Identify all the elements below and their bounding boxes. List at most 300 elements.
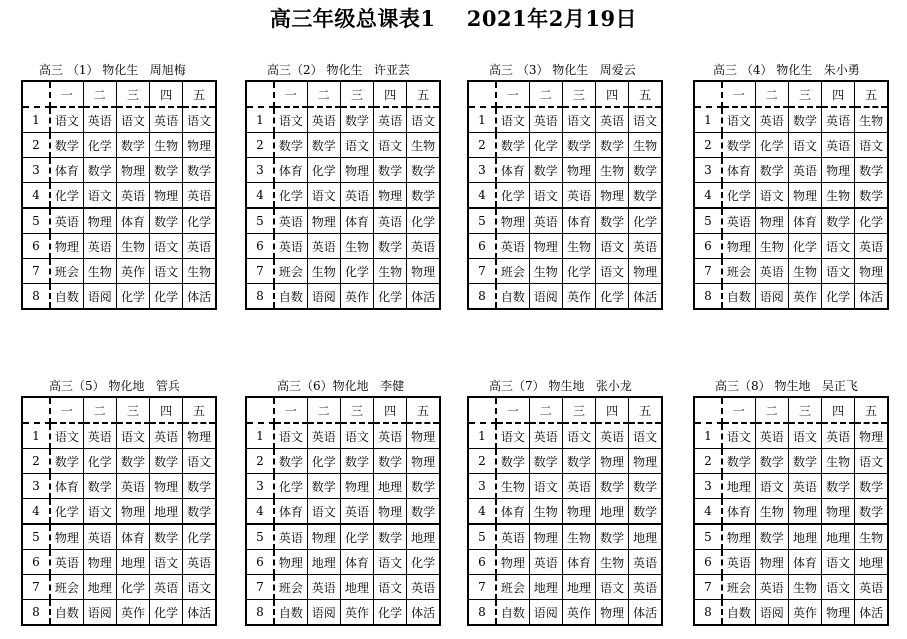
- subject-cell: 数学: [562, 449, 595, 474]
- subject-cell: 生物: [183, 259, 216, 284]
- subject-cell: 班会: [722, 575, 755, 600]
- subject-cell: 语文: [183, 575, 216, 600]
- subject-cell: 生物: [755, 499, 788, 525]
- subject-cell: 英作: [340, 600, 373, 626]
- subject-cell: 英语: [307, 575, 340, 600]
- period-number: 3: [22, 474, 50, 499]
- subject-cell: 英语: [150, 575, 183, 600]
- period-row: [22, 449, 216, 474]
- class-timetable: [245, 60, 441, 310]
- header-row: [694, 397, 888, 423]
- subject-cell: 数学: [855, 183, 888, 209]
- subject-cell: 地理: [374, 474, 407, 499]
- subject-cell: 数学: [307, 133, 340, 158]
- subject-cell: 数学: [855, 158, 888, 183]
- period-row: [246, 183, 440, 209]
- subject-cell: 语阅: [307, 600, 340, 626]
- subject-cell: 语文: [755, 474, 788, 499]
- period-number: 6: [694, 550, 722, 575]
- subject-cell: 物理: [562, 158, 595, 183]
- subject-cell: 语文: [374, 575, 407, 600]
- period-number: 2: [22, 133, 50, 158]
- period-row: [468, 474, 662, 499]
- subject-cell: 化学: [788, 234, 821, 259]
- subject-cell: 物理: [496, 550, 529, 575]
- day-header: 二: [529, 397, 562, 423]
- day-header: 一: [496, 81, 529, 107]
- period-row: [694, 499, 888, 525]
- day-header: 三: [116, 397, 149, 423]
- period-row: [246, 158, 440, 183]
- day-header: 五: [855, 81, 888, 107]
- subject-cell: 班会: [50, 575, 83, 600]
- day-header: 五: [629, 81, 662, 107]
- corner-cell: [468, 397, 496, 423]
- subject-cell: 数学: [596, 524, 629, 550]
- subject-cell: 地理: [855, 550, 888, 575]
- subject-cell: 数学: [529, 449, 562, 474]
- subject-cell: 地理: [116, 550, 149, 575]
- subject-cell: 自数: [722, 284, 755, 310]
- day-header: 五: [407, 81, 440, 107]
- subject-cell: 英语: [407, 234, 440, 259]
- subject-cell: 数学: [596, 133, 629, 158]
- subject-cell: 语文: [116, 107, 149, 133]
- period-number: 4: [246, 183, 274, 209]
- period-number: 7: [468, 575, 496, 600]
- subject-cell: 化学: [183, 524, 216, 550]
- period-row: [246, 474, 440, 499]
- subject-cell: 物理: [307, 524, 340, 550]
- subject-cell: 数学: [374, 524, 407, 550]
- subject-cell: 数学: [755, 449, 788, 474]
- subject-cell: 体活: [183, 284, 216, 310]
- subject-cell: 化学: [496, 183, 529, 209]
- subject-cell: 物理: [116, 158, 149, 183]
- period-number: 5: [22, 524, 50, 550]
- subject-cell: 语文: [788, 423, 821, 449]
- subject-cell: 化学: [150, 600, 183, 626]
- subject-cell: 体活: [855, 284, 888, 310]
- subject-cell: 英语: [374, 208, 407, 234]
- period-row: [468, 575, 662, 600]
- subject-cell: 语文: [596, 575, 629, 600]
- subject-cell: 化学: [407, 550, 440, 575]
- subject-cell: 体育: [562, 208, 595, 234]
- period-row: [246, 575, 440, 600]
- subject-cell: 生物: [596, 550, 629, 575]
- subject-cell: 化学: [50, 499, 83, 525]
- period-number: 2: [468, 133, 496, 158]
- subject-cell: 班会: [274, 575, 307, 600]
- period-row: [22, 158, 216, 183]
- period-row: [694, 449, 888, 474]
- day-header: 四: [596, 397, 629, 423]
- day-header: 五: [183, 81, 216, 107]
- corner-cell: [246, 397, 274, 423]
- subject-cell: 英语: [50, 550, 83, 575]
- subject-cell: 英作: [788, 284, 821, 310]
- subject-cell: 物理: [629, 259, 662, 284]
- period-row: [694, 183, 888, 209]
- subject-cell: 化学: [340, 524, 373, 550]
- period-number: 8: [246, 600, 274, 626]
- subject-cell: 英作: [562, 600, 595, 626]
- period-number: 4: [694, 183, 722, 209]
- period-row: [694, 524, 888, 550]
- schedule-table: [21, 396, 217, 626]
- period-row: [246, 423, 440, 449]
- period-number: 4: [22, 499, 50, 525]
- subject-cell: 语文: [722, 107, 755, 133]
- period-row: [468, 234, 662, 259]
- subject-cell: 英语: [340, 499, 373, 525]
- subject-cell: 语文: [529, 474, 562, 499]
- period-number: 8: [22, 600, 50, 626]
- period-row: [246, 208, 440, 234]
- subject-cell: 物理: [529, 524, 562, 550]
- subject-cell: 体活: [629, 600, 662, 626]
- day-header: 二: [755, 397, 788, 423]
- subject-cell: 物理: [407, 423, 440, 449]
- period-number: 1: [694, 107, 722, 133]
- subject-cell: 自数: [722, 600, 755, 626]
- subject-cell: 物理: [340, 158, 373, 183]
- day-header: 三: [788, 81, 821, 107]
- subject-cell: 物理: [183, 133, 216, 158]
- subject-cell: 数学: [374, 234, 407, 259]
- subject-cell: 英作: [562, 284, 595, 310]
- header-row: [246, 397, 440, 423]
- subject-cell: 语文: [150, 234, 183, 259]
- subject-cell: 数学: [50, 449, 83, 474]
- subject-cell: 英语: [629, 234, 662, 259]
- period-number: 8: [694, 600, 722, 626]
- subject-cell: 数学: [183, 158, 216, 183]
- subject-cell: 体育: [788, 208, 821, 234]
- day-header: 四: [374, 81, 407, 107]
- subject-cell: 英语: [755, 575, 788, 600]
- subject-cell: 物理: [596, 183, 629, 209]
- corner-cell: [246, 81, 274, 107]
- subject-cell: 英语: [83, 234, 116, 259]
- period-number: 8: [468, 600, 496, 626]
- subject-cell: 英语: [150, 423, 183, 449]
- subject-cell: 数学: [150, 158, 183, 183]
- subject-cell: 英语: [855, 575, 888, 600]
- subject-cell: 生物: [562, 524, 595, 550]
- period-number: 5: [22, 208, 50, 234]
- subject-cell: 英语: [755, 259, 788, 284]
- day-header: 五: [855, 397, 888, 423]
- subject-cell: 自数: [496, 284, 529, 310]
- subject-cell: 生物: [855, 107, 888, 133]
- period-number: 2: [22, 449, 50, 474]
- subject-cell: 物理: [596, 449, 629, 474]
- class-timetable: [693, 376, 889, 626]
- subject-cell: 数学: [722, 133, 755, 158]
- subject-cell: 语文: [274, 107, 307, 133]
- day-header: 一: [50, 81, 83, 107]
- subject-cell: 数学: [83, 158, 116, 183]
- period-row: [468, 524, 662, 550]
- subject-cell: 英语: [307, 234, 340, 259]
- header-row: [22, 81, 216, 107]
- period-row: [468, 107, 662, 133]
- period-number: 5: [246, 524, 274, 550]
- period-row: [246, 550, 440, 575]
- subject-cell: 化学: [183, 208, 216, 234]
- subject-cell: 数学: [374, 158, 407, 183]
- subject-cell: 语文: [407, 107, 440, 133]
- subject-cell: 物理: [496, 208, 529, 234]
- subject-cell: 体育: [116, 208, 149, 234]
- subject-cell: 地理: [596, 499, 629, 525]
- page-title: 高三年级总课表1 2021年2月19日: [269, 6, 638, 31]
- subject-cell: 英语: [629, 550, 662, 575]
- subject-cell: 物理: [407, 259, 440, 284]
- subject-cell: 语文: [50, 107, 83, 133]
- subject-cell: 数学: [822, 208, 855, 234]
- period-number: 5: [694, 524, 722, 550]
- period-row: [22, 208, 216, 234]
- subject-cell: 物理: [407, 449, 440, 474]
- period-row: [22, 499, 216, 525]
- subject-cell: 英语: [374, 107, 407, 133]
- period-number: 2: [246, 449, 274, 474]
- subject-cell: 体育: [722, 499, 755, 525]
- period-number: 3: [468, 474, 496, 499]
- subject-cell: 语阅: [307, 284, 340, 310]
- subject-cell: 体育: [340, 550, 373, 575]
- corner-cell: [468, 81, 496, 107]
- subject-cell: 英语: [788, 474, 821, 499]
- subject-cell: 语文: [722, 423, 755, 449]
- subject-cell: 自数: [50, 600, 83, 626]
- subject-cell: 英语: [788, 158, 821, 183]
- subject-cell: 体育: [274, 499, 307, 525]
- subject-cell: 英语: [629, 575, 662, 600]
- subject-cell: 地理: [562, 575, 595, 600]
- subject-cell: 语文: [374, 550, 407, 575]
- day-header: 三: [340, 397, 373, 423]
- subject-cell: 英语: [116, 183, 149, 209]
- subject-cell: 物理: [50, 524, 83, 550]
- day-header: 四: [822, 81, 855, 107]
- subject-cell: 地理: [529, 575, 562, 600]
- subject-cell: 体育: [116, 524, 149, 550]
- subject-cell: 英作: [340, 284, 373, 310]
- subject-cell: 体育: [50, 474, 83, 499]
- period-row: [694, 284, 888, 310]
- subject-cell: 物理: [722, 234, 755, 259]
- subject-cell: 英语: [496, 234, 529, 259]
- subject-cell: 自数: [274, 284, 307, 310]
- period-row: [246, 259, 440, 284]
- subject-cell: 地理: [788, 524, 821, 550]
- subject-cell: 英语: [183, 234, 216, 259]
- subject-cell: 自数: [50, 284, 83, 310]
- period-number: 2: [694, 449, 722, 474]
- period-number: 7: [22, 575, 50, 600]
- period-row: [246, 499, 440, 525]
- day-header: 三: [116, 81, 149, 107]
- day-header: 一: [274, 81, 307, 107]
- subject-cell: 数学: [116, 449, 149, 474]
- day-header: 二: [83, 397, 116, 423]
- corner-cell: [694, 397, 722, 423]
- subject-cell: 数学: [407, 474, 440, 499]
- period-row: [468, 133, 662, 158]
- subject-cell: 数学: [496, 449, 529, 474]
- subject-cell: 语文: [822, 550, 855, 575]
- subject-cell: 英语: [307, 107, 340, 133]
- period-number: 8: [468, 284, 496, 310]
- subject-cell: 生物: [340, 234, 373, 259]
- period-number: 6: [694, 234, 722, 259]
- header-row: [246, 81, 440, 107]
- subject-cell: 数学: [562, 133, 595, 158]
- subject-cell: 英作: [116, 259, 149, 284]
- subject-cell: 英语: [274, 524, 307, 550]
- day-header: 三: [788, 397, 821, 423]
- subject-cell: 语阅: [529, 284, 562, 310]
- period-row: [468, 499, 662, 525]
- subject-cell: 数学: [50, 133, 83, 158]
- subject-cell: 英语: [274, 208, 307, 234]
- period-number: 3: [694, 474, 722, 499]
- subject-cell: 语文: [496, 107, 529, 133]
- subject-cell: 化学: [596, 284, 629, 310]
- subject-cell: 语文: [83, 499, 116, 525]
- subject-cell: 数学: [722, 449, 755, 474]
- subject-cell: 数学: [855, 499, 888, 525]
- subject-cell: 生物: [788, 259, 821, 284]
- subject-cell: 地理: [822, 524, 855, 550]
- period-number: 6: [468, 234, 496, 259]
- subject-cell: 数学: [274, 449, 307, 474]
- subject-cell: 英语: [340, 183, 373, 209]
- period-number: 7: [468, 259, 496, 284]
- subject-cell: 体活: [183, 600, 216, 626]
- subject-cell: 数学: [407, 158, 440, 183]
- subject-cell: 体育: [788, 550, 821, 575]
- subject-cell: 语阅: [83, 600, 116, 626]
- subject-cell: 生物: [307, 259, 340, 284]
- subject-cell: 生物: [755, 234, 788, 259]
- subject-cell: 英语: [183, 183, 216, 209]
- subject-cell: 化学: [562, 259, 595, 284]
- class-caption: 高三 （1） 物化生 周旭梅: [39, 63, 186, 77]
- header-row: [468, 397, 662, 423]
- period-number: 4: [22, 183, 50, 209]
- day-header: 三: [340, 81, 373, 107]
- subject-cell: 英语: [822, 423, 855, 449]
- subject-cell: 英作: [788, 600, 821, 626]
- period-row: [246, 133, 440, 158]
- header-row: [468, 81, 662, 107]
- subject-cell: 数学: [496, 133, 529, 158]
- subject-cell: 化学: [822, 284, 855, 310]
- period-number: 6: [22, 550, 50, 575]
- period-number: 1: [468, 423, 496, 449]
- period-row: [22, 107, 216, 133]
- period-row: [468, 158, 662, 183]
- period-row: [246, 524, 440, 550]
- subject-cell: 体活: [629, 284, 662, 310]
- day-header: 五: [407, 397, 440, 423]
- subject-cell: 生物: [822, 449, 855, 474]
- subject-cell: 生物: [150, 133, 183, 158]
- subject-cell: 物理: [83, 208, 116, 234]
- subject-cell: 化学: [374, 600, 407, 626]
- subject-cell: 物理: [116, 499, 149, 525]
- subject-cell: 化学: [307, 158, 340, 183]
- period-number: 5: [246, 208, 274, 234]
- subject-cell: 英语: [83, 524, 116, 550]
- subject-cell: 数学: [855, 474, 888, 499]
- day-header: 三: [562, 397, 595, 423]
- subject-cell: 物理: [374, 499, 407, 525]
- period-row: [694, 234, 888, 259]
- subject-cell: 英语: [562, 183, 595, 209]
- subject-cell: 语文: [496, 423, 529, 449]
- subject-cell: 语文: [629, 423, 662, 449]
- day-header: 一: [496, 397, 529, 423]
- subject-cell: 化学: [629, 208, 662, 234]
- subject-cell: 英语: [183, 550, 216, 575]
- subject-cell: 语文: [374, 133, 407, 158]
- period-number: 7: [246, 259, 274, 284]
- subject-cell: 化学: [855, 208, 888, 234]
- corner-cell: [22, 397, 50, 423]
- period-row: [468, 423, 662, 449]
- subject-cell: 数学: [755, 158, 788, 183]
- period-number: 2: [468, 449, 496, 474]
- subject-cell: 数学: [629, 183, 662, 209]
- subject-cell: 生物: [529, 499, 562, 525]
- period-row: [22, 284, 216, 310]
- subject-cell: 体活: [407, 284, 440, 310]
- subject-cell: 英语: [50, 208, 83, 234]
- subject-cell: 化学: [274, 183, 307, 209]
- subject-cell: 语阅: [755, 284, 788, 310]
- subject-cell: 语阅: [755, 600, 788, 626]
- class-timetable: [21, 376, 217, 626]
- period-number: 7: [694, 259, 722, 284]
- subject-cell: 数学: [407, 183, 440, 209]
- day-header: 四: [150, 81, 183, 107]
- period-row: [246, 234, 440, 259]
- subject-cell: 化学: [374, 284, 407, 310]
- subject-cell: 生物: [116, 234, 149, 259]
- class-timetable: [693, 60, 889, 310]
- subject-cell: 地理: [150, 499, 183, 525]
- period-row: [22, 474, 216, 499]
- subject-cell: 物理: [755, 208, 788, 234]
- period-number: 4: [694, 499, 722, 525]
- subject-cell: 班会: [722, 259, 755, 284]
- subject-cell: 数学: [822, 474, 855, 499]
- day-header: 一: [722, 81, 755, 107]
- subject-cell: 数学: [83, 474, 116, 499]
- subject-cell: 英语: [822, 133, 855, 158]
- subject-cell: 体育: [562, 550, 595, 575]
- day-header: 五: [183, 397, 216, 423]
- subject-cell: 数学: [374, 449, 407, 474]
- subject-cell: 地理: [307, 550, 340, 575]
- subject-cell: 物理: [374, 183, 407, 209]
